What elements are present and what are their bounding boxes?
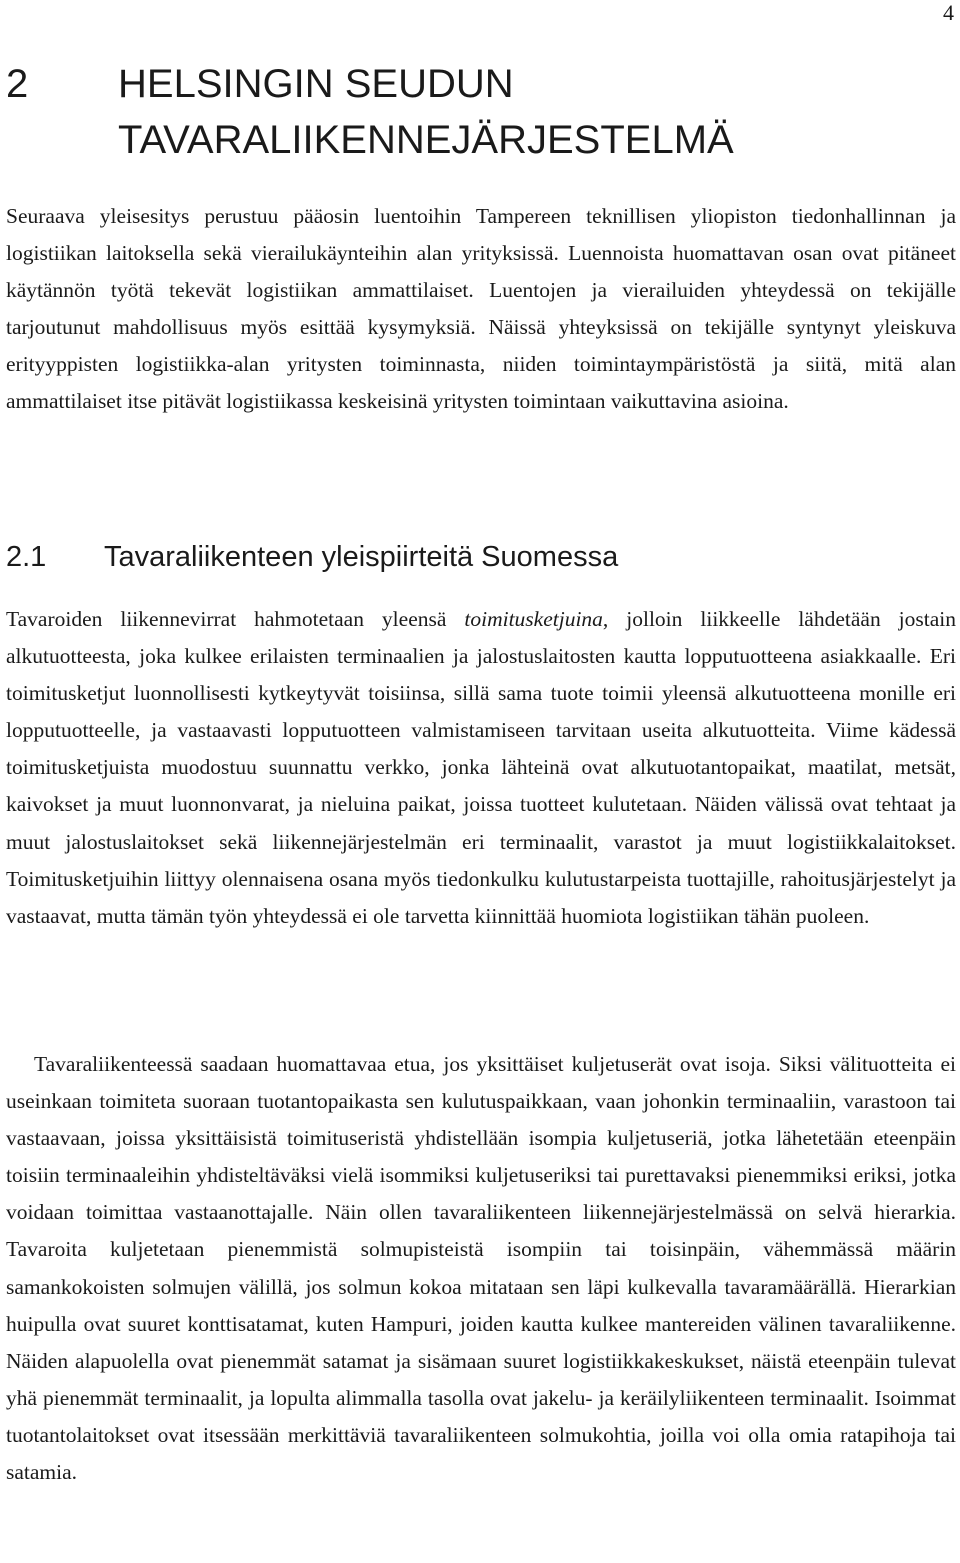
chapter-heading [6,56,946,168]
emphasized-term: toimitusketjuina [464,607,603,631]
hierarchy-paragraph: Tavaraliikenteessä saadaan huomattavaa etua, jos yksittäiset kuljetuserät ovat isoja. Siksi välituotteita ei useinkaan toimiteta suoraan tuotantopaikasta sen kulutuspaikkaan, vaan johonkin terminaaliin, varastoon tai vastaavaan, joissa yksittäisistä toimituseristä yhdistellään isompia kuljetuseriä, jotka lähetetään eteenpäin toisiin terminaaleihin yhdisteltäväksi vielä isommiksi kuljetuseriksi tai purettavaksi pienemmiksi eriksi, jotka voidaan toimittaa vastaanottajalle. Näin ollen tavaraliikenteen liikennejärjestelmässä on selvä hierarkia. Tavaroita kuljetetaan pienemmistä solmupisteistä isompiin tai toisinpäin, vähemmässä määrin samankokoisten solmujen välillä, jos solmun kokoa mitataan sen läpi kulkevalla tavaramäärällä. Hierarkian huipulla ovat suuret konttisatamat, kuten Hampuri, joiden kautta kulkee mantereiden välinen tavaraliikenne. Näiden alapuolella ovat pienemmät satamat ja sisämaan suuret logistiikkakeskukset, näistä eteenpäin tulevat yhä pienemmät terminaalit, ja lopulta alimmalla tasolla ovat jakelu- ja keräilyliikenteen terminaalit. Isoimmat tuotantolaitokset ovat itsessään merkittäviä tavaraliikenteen solmukohtia, joilla voi olla omia ratapihoja tai satamia. [6,1052,956,1485]
intro-paragraph: Seuraava yleisesitys perustuu pääosin luentoihin Tampereen teknillisen yliopiston tiedonhallinnan ja logistiikan laitoksella sekä vierailukäynteihin alan yrityksissä. Luennoista huomattavan osan ovat pitäneet käytännön työtä tekevät logistiikan ammattilaiset. Luentojen ja vierailuiden yhteydessä on tekijälle tarjoutunut mahdollisuus myös esittää kysymyksiä. Näissä yhteyksissä on tekijälle syntynyt yleiskuva erityyppisten logistiikka-alan yritysten toiminnasta, niiden toimintaympäristöstä ja siitä, mitä alan ammattilaiset itse pitävät logistiikassa keskeisinä yritysten toimintaan vaikuttavina asioina. [6,204,956,414]
section-heading [6,537,946,577]
section-number: 2.1 [6,541,47,573]
section-title: Tavaraliikenteen yleispiirteitä Suomessa [104,541,619,573]
page-number: 4 [943,0,954,25]
chapter-title: HELSINGIN SEUDUN TAVARALIIKENNEJÄRJESTELMÄ [118,62,734,162]
paragraph-text-end: , jolloin liikkeelle lähdetään jostain alkutuotteesta, joka kulkee erilaisten terminaalien ja jalostuslaitosten kautta lopputuotteena asiakkaalle. Eri toimitusketjut luonnollisesti kytkeytyvät toisiinsa, sillä sama tuote toimii yleensä alkutuotteena monille eri lopputuotteelle, ja vastaavasti lopputuotteen valmistamiseen tarvitaan useita alkutuotteita. Viime kädessä toimitusketjuista muodostuu suunnattu verkko, jonka lähteinä ovat alkutuotantopaikat, maatilat, metsät, kaivokset ja muut luonnonvarat, ja nieluina paikat, joissa tuotteet kulutetaan. Näiden välissä ovat tehtaat ja muut jalostuslaitokset sekä liikennejärjestelmän eri terminaalit, varastot ja muut logistiikkalaitokset. Toimitusketjuihin liittyy olennaisena osana myös tiedonkulku kulutustarpeista tuottajille, rahoitusjärjestelyt ja vastaavat, mutta tämän työn yhteydessä ei ole tarvetta kiinnittää huomiota logistiikan tähän puoleen. [6,607,956,928]
paragraph-text-start: Tavaroiden liikennevirrat hahmotetaan yleensä [6,607,465,631]
chapter-number: 2 [6,62,29,106]
supply-chain-paragraph [6,601,956,935]
